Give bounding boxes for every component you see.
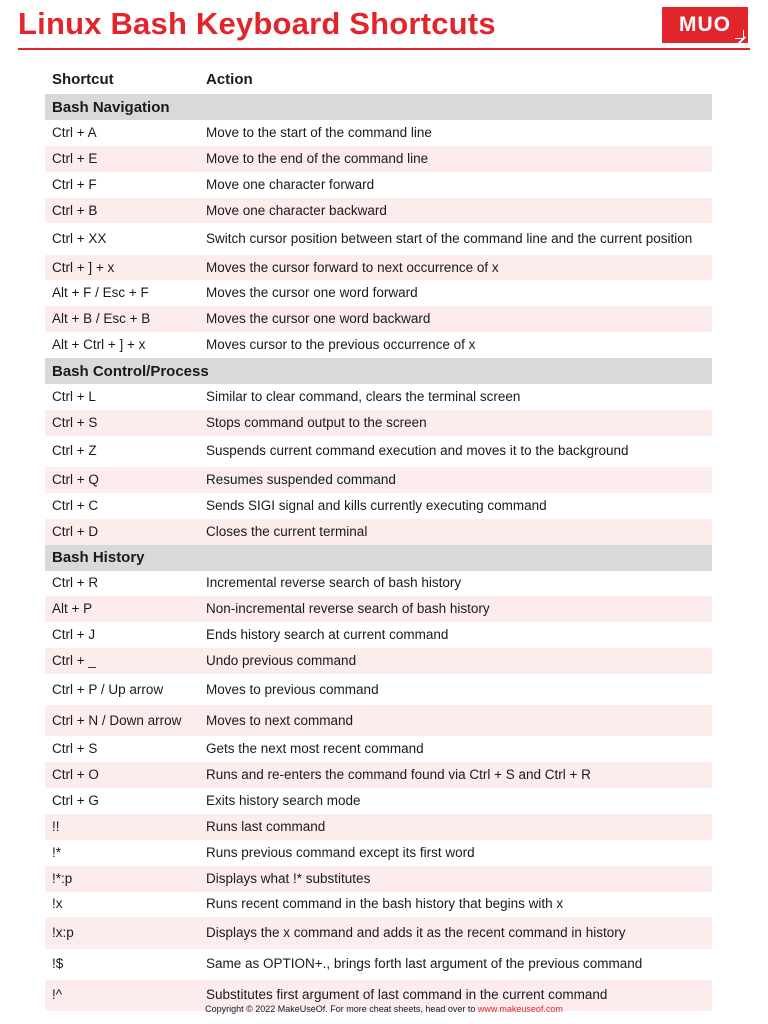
action-cell: Moves the cursor one word forward: [206, 285, 418, 301]
section-header: [45, 358, 712, 384]
title-divider: [18, 48, 750, 50]
table-row: [45, 198, 712, 224]
table-row: [45, 917, 712, 948]
table-row: [45, 866, 712, 892]
table-row: [45, 410, 712, 436]
shortcut-cell: Ctrl + B: [52, 202, 98, 218]
table-header: [45, 68, 712, 92]
table-row: [45, 146, 712, 172]
shortcut-cell: Alt + F / Esc + F: [52, 285, 149, 301]
shortcut-cell: !x: [52, 896, 63, 912]
table-row: [45, 306, 712, 332]
table-row: [45, 280, 712, 306]
shortcut-cell: !*:p: [52, 870, 73, 886]
muo-logo: [662, 7, 748, 43]
section-header: [45, 94, 712, 120]
table-row: [45, 622, 712, 648]
action-cell: Move one character forward: [206, 176, 375, 192]
action-cell: Moves cursor to the previous occurrence of x: [206, 337, 476, 353]
action-cell: Suspends current command execution and moves it to the background: [206, 443, 629, 459]
section-header: [45, 545, 712, 571]
table-row: [45, 762, 712, 788]
shortcut-cell: Ctrl + L: [52, 388, 96, 404]
page-title: Linux Bash Keyboard Shortcuts: [18, 6, 496, 41]
shortcut-cell: Ctrl + F: [52, 176, 97, 192]
table-row: [45, 172, 712, 198]
action-cell: Closes the current terminal: [206, 523, 368, 539]
section-title: Bash History: [52, 549, 145, 567]
action-cell: Sends SIGI signal and kills currently executing command: [206, 497, 547, 513]
table-row: [45, 674, 712, 705]
shortcut-cell: Ctrl + S: [52, 414, 98, 430]
shortcut-cell: !!: [52, 818, 60, 834]
shortcut-cell: Ctrl + _: [52, 653, 96, 669]
shortcut-cell: Ctrl + E: [52, 150, 98, 166]
action-cell: Displays the x command and adds it as the recent command in history: [206, 924, 626, 940]
action-cell: Runs previous command except its first word: [206, 844, 475, 860]
action-cell: Moves the cursor forward to next occurrence of x: [206, 259, 499, 275]
section-title: Bash Control/Process: [52, 362, 209, 380]
table-row: [45, 736, 712, 762]
shortcut-cell: Ctrl + R: [52, 575, 99, 591]
shortcut-cell: Alt + Ctrl + ] + x: [52, 337, 146, 353]
table-row: [45, 519, 712, 545]
shortcut-cell: Ctrl + C: [52, 497, 99, 513]
table-row: [45, 223, 712, 254]
shortcut-cell: Ctrl + J: [52, 627, 96, 643]
table-row: [45, 596, 712, 622]
shortcut-cell: Ctrl + G: [52, 793, 99, 808]
logo-arrow-icon: [735, 30, 744, 39]
shortcut-cell: Alt + B / Esc + B: [52, 311, 151, 327]
table-row: [45, 384, 712, 410]
shortcut-cell: Ctrl + D: [52, 523, 99, 539]
action-cell: Switch cursor position between start of the command line and the current position: [206, 231, 693, 247]
shortcut-cell: Ctrl + ] + x: [52, 259, 115, 275]
shortcut-cell: !x:p: [52, 924, 74, 940]
shortcut-cell: !^: [52, 987, 63, 1003]
action-cell: Moves the cursor one word backward: [206, 311, 431, 327]
action-cell: Runs recent command in the bash history that begins with x: [206, 896, 564, 912]
table-row: [45, 332, 712, 358]
action-cell: Undo previous command: [206, 653, 357, 669]
section-title: Bash Navigation: [52, 98, 170, 116]
action-cell: Similar to clear command, clears the terminal screen: [206, 388, 521, 404]
action-cell: Moves to previous command: [206, 681, 379, 697]
footer-text: Copyright © 2022 MakeUseOf. For more cheat sheets, head over to: [205, 1004, 478, 1014]
action-cell: Runs last command: [206, 818, 326, 834]
table-row: [45, 949, 712, 980]
table-row: [45, 705, 712, 736]
action-cell: Incremental reverse search of bash history: [206, 575, 462, 591]
action-cell: Exits history search mode: [206, 793, 361, 808]
table-row: [45, 788, 712, 814]
shortcut-cell: Ctrl + Q: [52, 471, 99, 487]
shortcut-table: [45, 94, 712, 1011]
table-row: [45, 892, 712, 918]
footer-link[interactable]: www.makeuseof.com: [477, 1004, 563, 1014]
table-row: [45, 840, 712, 866]
shortcut-cell: Ctrl + P / Up arrow: [52, 681, 164, 697]
table-row: [45, 467, 712, 493]
shortcut-cell: Ctrl + XX: [52, 231, 107, 247]
action-cell: Non-incremental reverse search of bash history: [206, 601, 490, 617]
action-cell: Gets the next most recent command: [206, 741, 424, 757]
action-cell: Ends history search at current command: [206, 627, 449, 643]
header-shortcut: Shortcut: [52, 71, 114, 88]
action-cell: Runs and re-enters the command found via Ctrl + S and Ctrl + R: [206, 767, 591, 783]
table-row: [45, 436, 712, 467]
shortcut-cell: !$: [52, 956, 64, 972]
table-row: [45, 571, 712, 597]
shortcut-cell: !*: [52, 844, 62, 860]
action-cell: Stops command output to the screen: [206, 414, 427, 430]
table-row: [45, 255, 712, 281]
action-cell: Move one character backward: [206, 202, 387, 218]
table-row: [45, 814, 712, 840]
shortcut-cell: Ctrl + S: [52, 741, 98, 757]
action-cell: Displays what !* substitutes: [206, 870, 371, 886]
action-cell: Move to the start of the command line: [206, 124, 432, 140]
action-cell: Substitutes first argument of last command in the current command: [206, 987, 608, 1003]
table-row: [45, 120, 712, 146]
action-cell: Moves to next command: [206, 712, 354, 728]
shortcut-cell: Ctrl + A: [52, 124, 97, 140]
footer: [0, 1004, 768, 1014]
shortcut-cell: Ctrl + Z: [52, 443, 97, 459]
action-cell: Resumes suspended command: [206, 471, 396, 487]
shortcut-cell: Ctrl + N / Down arrow: [52, 712, 182, 728]
shortcut-cell: Alt + P: [52, 601, 93, 617]
action-cell: Same as OPTION+., brings forth last argument of the previous command: [206, 956, 643, 972]
header-action: Action: [206, 71, 253, 88]
action-cell: Move to the end of the command line: [206, 150, 429, 166]
shortcut-cell: Ctrl + O: [52, 767, 99, 783]
table-row: [45, 493, 712, 519]
table-row: [45, 648, 712, 674]
logo-text: MUO: [679, 13, 731, 36]
